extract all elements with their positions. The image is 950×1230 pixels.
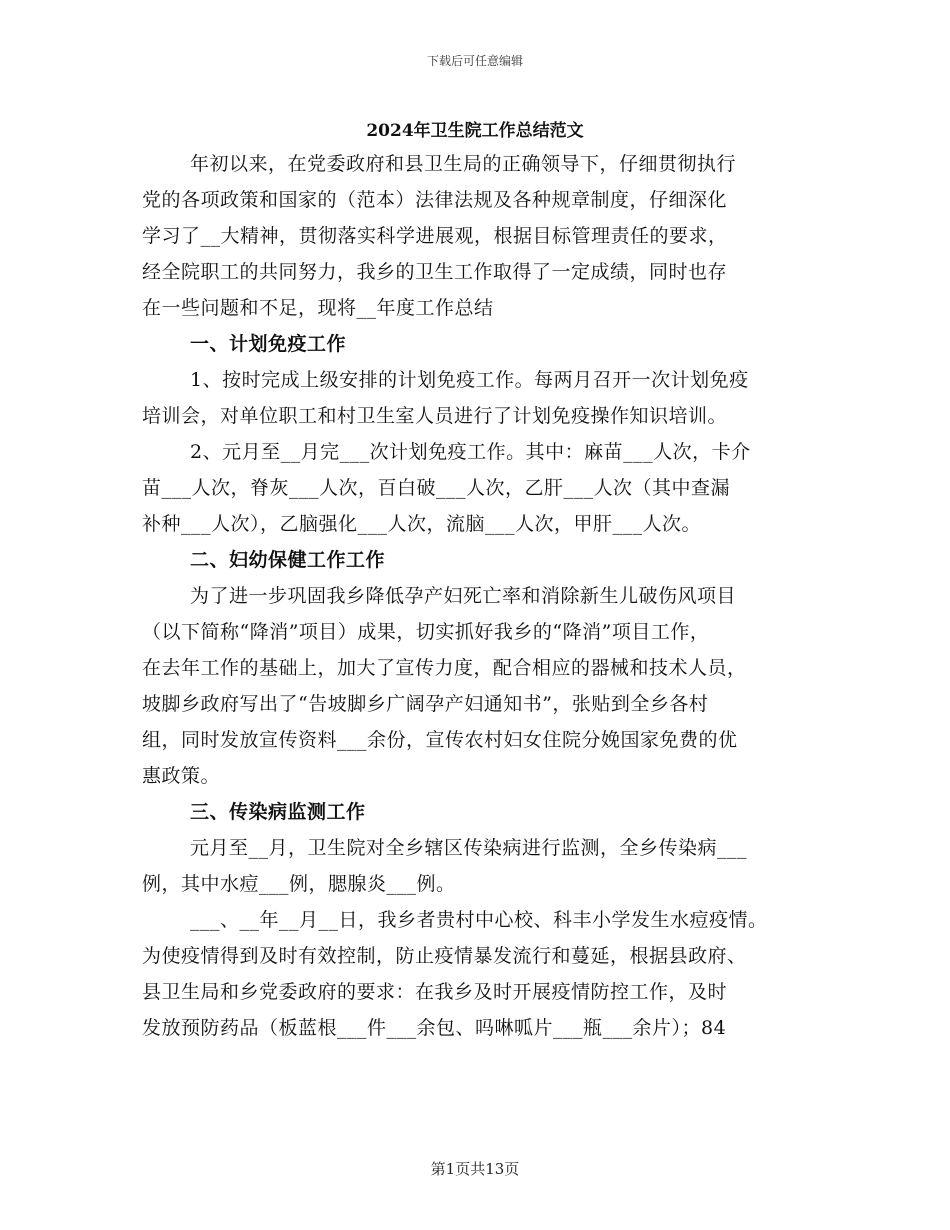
paragraph-line: 为了进一步巩固我乡降低孕产妇死亡率和消除新生儿破伤风项目 — [190, 585, 737, 607]
paragraph-line: 学习了__大精神，贯彻落实科学进展观，根据目标管理责任的要求， — [142, 225, 728, 247]
document-title: 2024年卫生院工作总结范文 — [366, 121, 584, 141]
paragraph-line: 县卫生局和乡党委政府的要求：在我乡及时开展疫情防控工作，及时 — [142, 981, 728, 1003]
section-heading: 二、妇幼保健工作工作 — [190, 549, 386, 571]
paragraph-line: 培训会，对单位职工和村卫生室人员进行了计划免疫操作知识培训。 — [142, 405, 728, 427]
paragraph-line: 为使疫情得到及时有效控制，防止疫情暴发流行和蔓延，根据县政府、 — [142, 945, 747, 967]
paragraph-line: 经全院职工的共同努力，我乡的卫生工作取得了一定成绩，同时也存 — [142, 261, 728, 283]
document-body — [142, 146, 802, 1046]
paragraph-line: 元月至__月，卫生院对全乡辖区传染病进行监测，全乡传染病___ — [190, 837, 748, 859]
page-number: 第1页共13页 — [430, 1160, 520, 1178]
paragraph-line: 苗___人次，脊灰___人次，百白破___人次，乙肝___人次（其中查漏 — [142, 477, 731, 499]
paragraph-line: 发放预防药品（板蓝根___件___余包、吗啉呱片___瓶___余片）；84 — [142, 1017, 727, 1039]
paragraph-line: 年初以来，在党委政府和县卫生局的正确领导下，仔细贯彻执行 — [190, 153, 737, 175]
paragraph-line: ___、__年__月__日，我乡者贵村中心校、科丰小学发生水痘疫情。 — [190, 909, 768, 931]
paragraph-line: 在一些问题和不足，现将__年度工作总结 — [142, 297, 494, 319]
paragraph-line: 2、元月至__月完___次计划免疫工作。其中：麻苗___人次，卡介 — [190, 441, 751, 463]
paragraph-line: 惠政策。 — [142, 765, 221, 787]
page-header-note: 下载后可任意编辑 — [426, 54, 523, 68]
paragraph-line: 在去年工作的基础上，加大了宣传力度，配合相应的器械和技术人员， — [142, 657, 747, 679]
section-heading: 三、传染病监测工作 — [190, 801, 366, 823]
section-heading: 一、计划免疫工作 — [190, 333, 347, 355]
paragraph-line: 坡脚乡政府写出了“告坡脚乡广阔孕产妇通知书”，张贴到全乡各村 — [142, 693, 709, 715]
paragraph-line: 1、按时完成上级安排的计划免疫工作。每两月召开一次计划免疫 — [190, 369, 749, 391]
paragraph-line: 党的各项政策和国家的（范本）法律法规及各种规章制度，仔细深化 — [142, 189, 728, 211]
paragraph-line: 例，其中水痘___例，腮腺炎___例。 — [142, 873, 456, 895]
paragraph-line: 组，同时发放宣传资料___余份，宣传农村妇女住院分娩国家免费的优 — [142, 729, 738, 751]
paragraph-line: 补种___人次），乙脑强化___人次，流脑___人次，甲肝___人次。 — [142, 513, 702, 535]
paragraph-line: （以下简称“降消”项目）成果，切实抓好我乡的“降消”项目工作， — [142, 621, 710, 643]
